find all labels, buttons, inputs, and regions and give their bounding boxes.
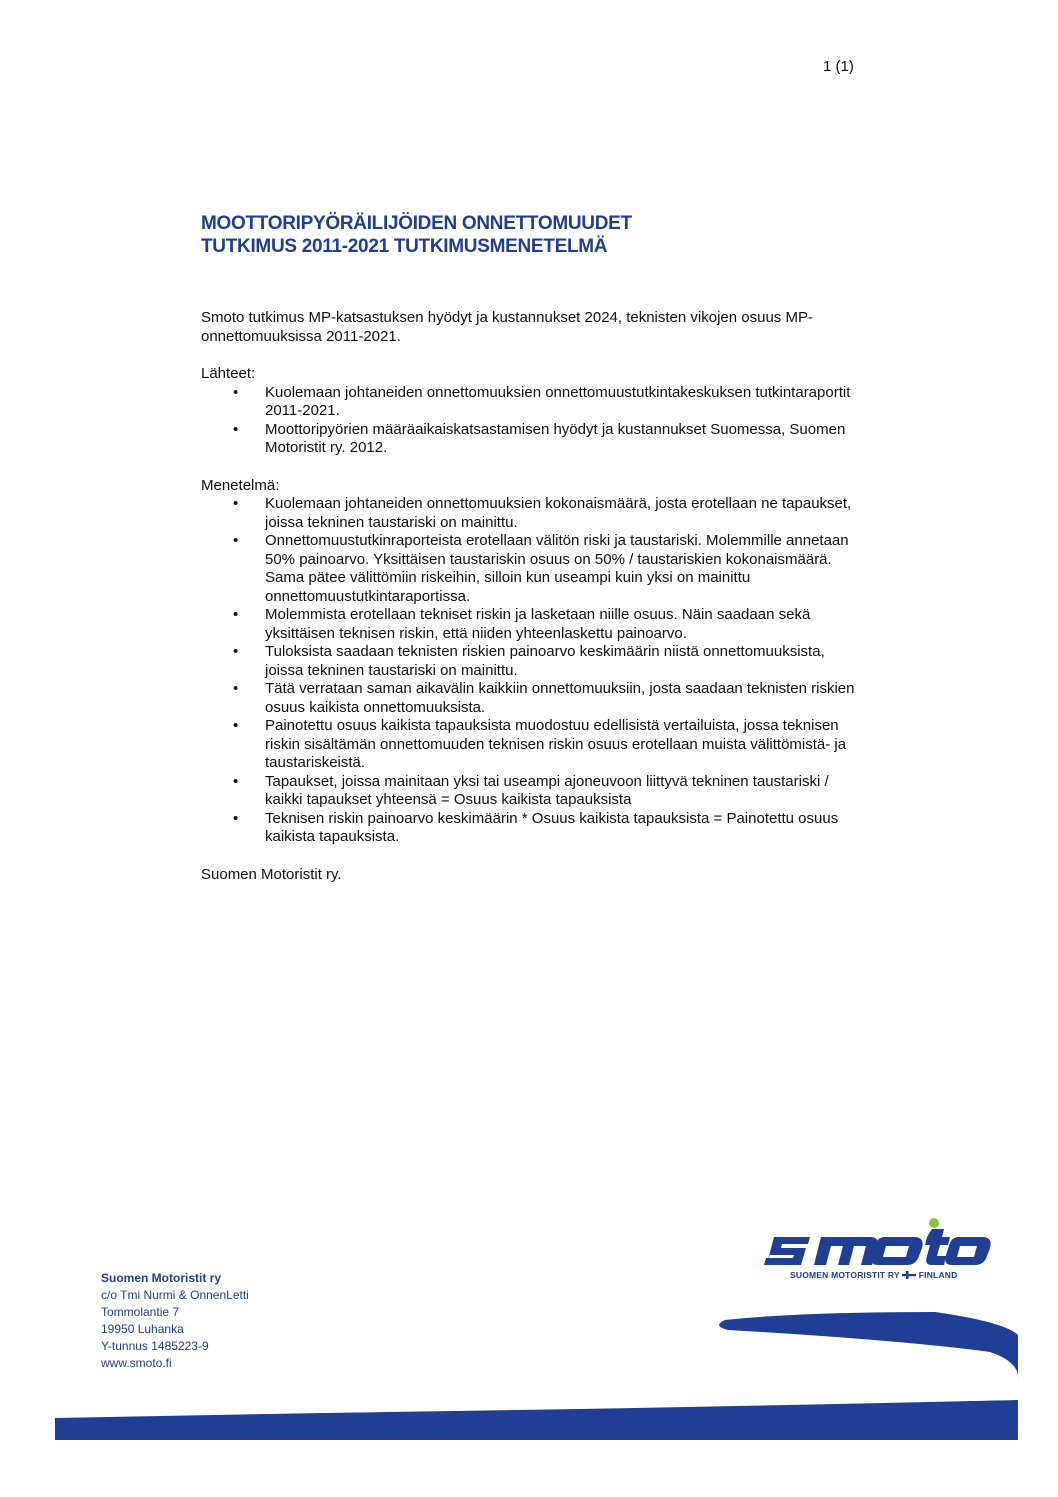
- list-item: • Onnettomuustutkinraporteista erotellaan välitön riski ja taustariski. Molemmille annetaan 50% painoarvo. Yksittäisen taustariskin osuus on 50% / taustariskien kokonaismäärä. Sama pätee välittömiin riskeihin, silloin kun useampi kuin yksi on mainittu onnettomuustutkintaraportissa.: [233, 532, 849, 605]
- list-item: • Teknisen riskin painoarvo keskimäärin * Osuus kaikista tapauksista = Painotettu osuus kaikista tapauksista.: [233, 809, 839, 845]
- bullet-icon: •: [233, 532, 239, 549]
- footer-address-line: Tommolantie 7: [101, 1305, 180, 1319]
- bullet-icon: •: [233, 772, 239, 790]
- footer-address-line: c/o Tmi Nurmi & OnnenLetti: [101, 1288, 249, 1302]
- bullet-icon: •: [233, 809, 239, 827]
- footer-swoosh-graphic: [0, 1300, 1058, 1440]
- method-label: Menetelmä:: [201, 476, 280, 494]
- document-body: [201, 309, 861, 884]
- intro-paragraph: Smoto tutkimus MP-katsastuksen hyödyt ja kustannukset 2024, teknisten vikojen osuus MP-onnettomuuksissa 2011-2021.: [201, 309, 813, 345]
- list-item: • Kuolemaan johtaneiden onnettomuuksien kokonaismäärä, josta erotellaan ne tapaukset, joissa tekninen taustariski on mainittu.: [233, 495, 852, 531]
- list-item: • Kuolemaan johtaneiden onnettomuuksien onnettomuustutkintakeskuksen tutkintaraportit 2011-2021.: [233, 383, 851, 419]
- sources-label: Lähteet:: [201, 365, 256, 382]
- title-line-2: TUTKIMUS 2011-2021 TUTKIMUSMENETELMÄ: [201, 236, 608, 257]
- logo-tagline: SUOMEN MOTORISTIT RY FINLAND: [790, 1270, 958, 1280]
- closing-signature: Suomen Motoristit ry.: [201, 865, 342, 883]
- page-number: 1 (1): [823, 58, 854, 75]
- method-list: [201, 495, 861, 847]
- title-line-1: MOOTTORIPYÖRÄILIJÖIDEN ONNETTOMUUDET: [201, 213, 632, 234]
- list-item: • Tätä verrataan saman aikavälin kaikkiin onnettomuuksiin, josta saadaan teknisten riskien osuus kaikista onnettomuuksista.: [233, 680, 855, 716]
- document-title: [201, 212, 901, 258]
- bullet-icon: •: [233, 643, 239, 660]
- bullet-icon: •: [233, 420, 239, 438]
- sources-list: [201, 384, 861, 458]
- bullet-icon: •: [233, 606, 239, 623]
- bullet-icon: •: [233, 383, 239, 401]
- footer-org-name: Suomen Motoristit ry: [101, 1271, 222, 1285]
- finland-flag-icon: [902, 1271, 916, 1279]
- footer-address-line: 19950 Luhanka: [101, 1322, 184, 1336]
- list-item: • Tapaukset, joissa mainitaan yksi tai useampi ajoneuvoon liittyvä tekninen taustariski / kaikki tapaukset yhteensä = Osuus kaikista tapauksista: [233, 772, 829, 808]
- list-item: • Moottoripyörien määräaikaiskatsastamisen hyödyt ja kustannukset Suomessa, Suomen Motoristit ry. 2012.: [233, 420, 846, 456]
- footer-website: www.smoto.fi: [101, 1356, 172, 1370]
- bullet-icon: •: [233, 495, 239, 512]
- list-item: • Painotettu osuus kaikista tapauksista muodostuu edellisistä vertailuista, jossa teknisen riskin sisältämän onnettomuuden teknisen riskin osuus erotellaan muista välittömistä- ja taustariskeistä.: [233, 717, 847, 771]
- bullet-icon: •: [233, 717, 239, 734]
- bullet-icon: •: [233, 680, 239, 697]
- list-item: • Tuloksista saadaan teknisten riskien painoarvo keskimäärin niistä onnettomuuksista, joissa tekninen taustariski on mainittu.: [233, 643, 825, 679]
- list-item: • Molemmista erotellaan tekniset riskin ja lasketaan niille osuus. Näin saadaan sekä yksittäisen teknisen riskin, että niiden yhteenlaskettu painoarvo.: [233, 606, 811, 642]
- footer-business-id: Y-tunnus 1485223-9: [101, 1339, 209, 1353]
